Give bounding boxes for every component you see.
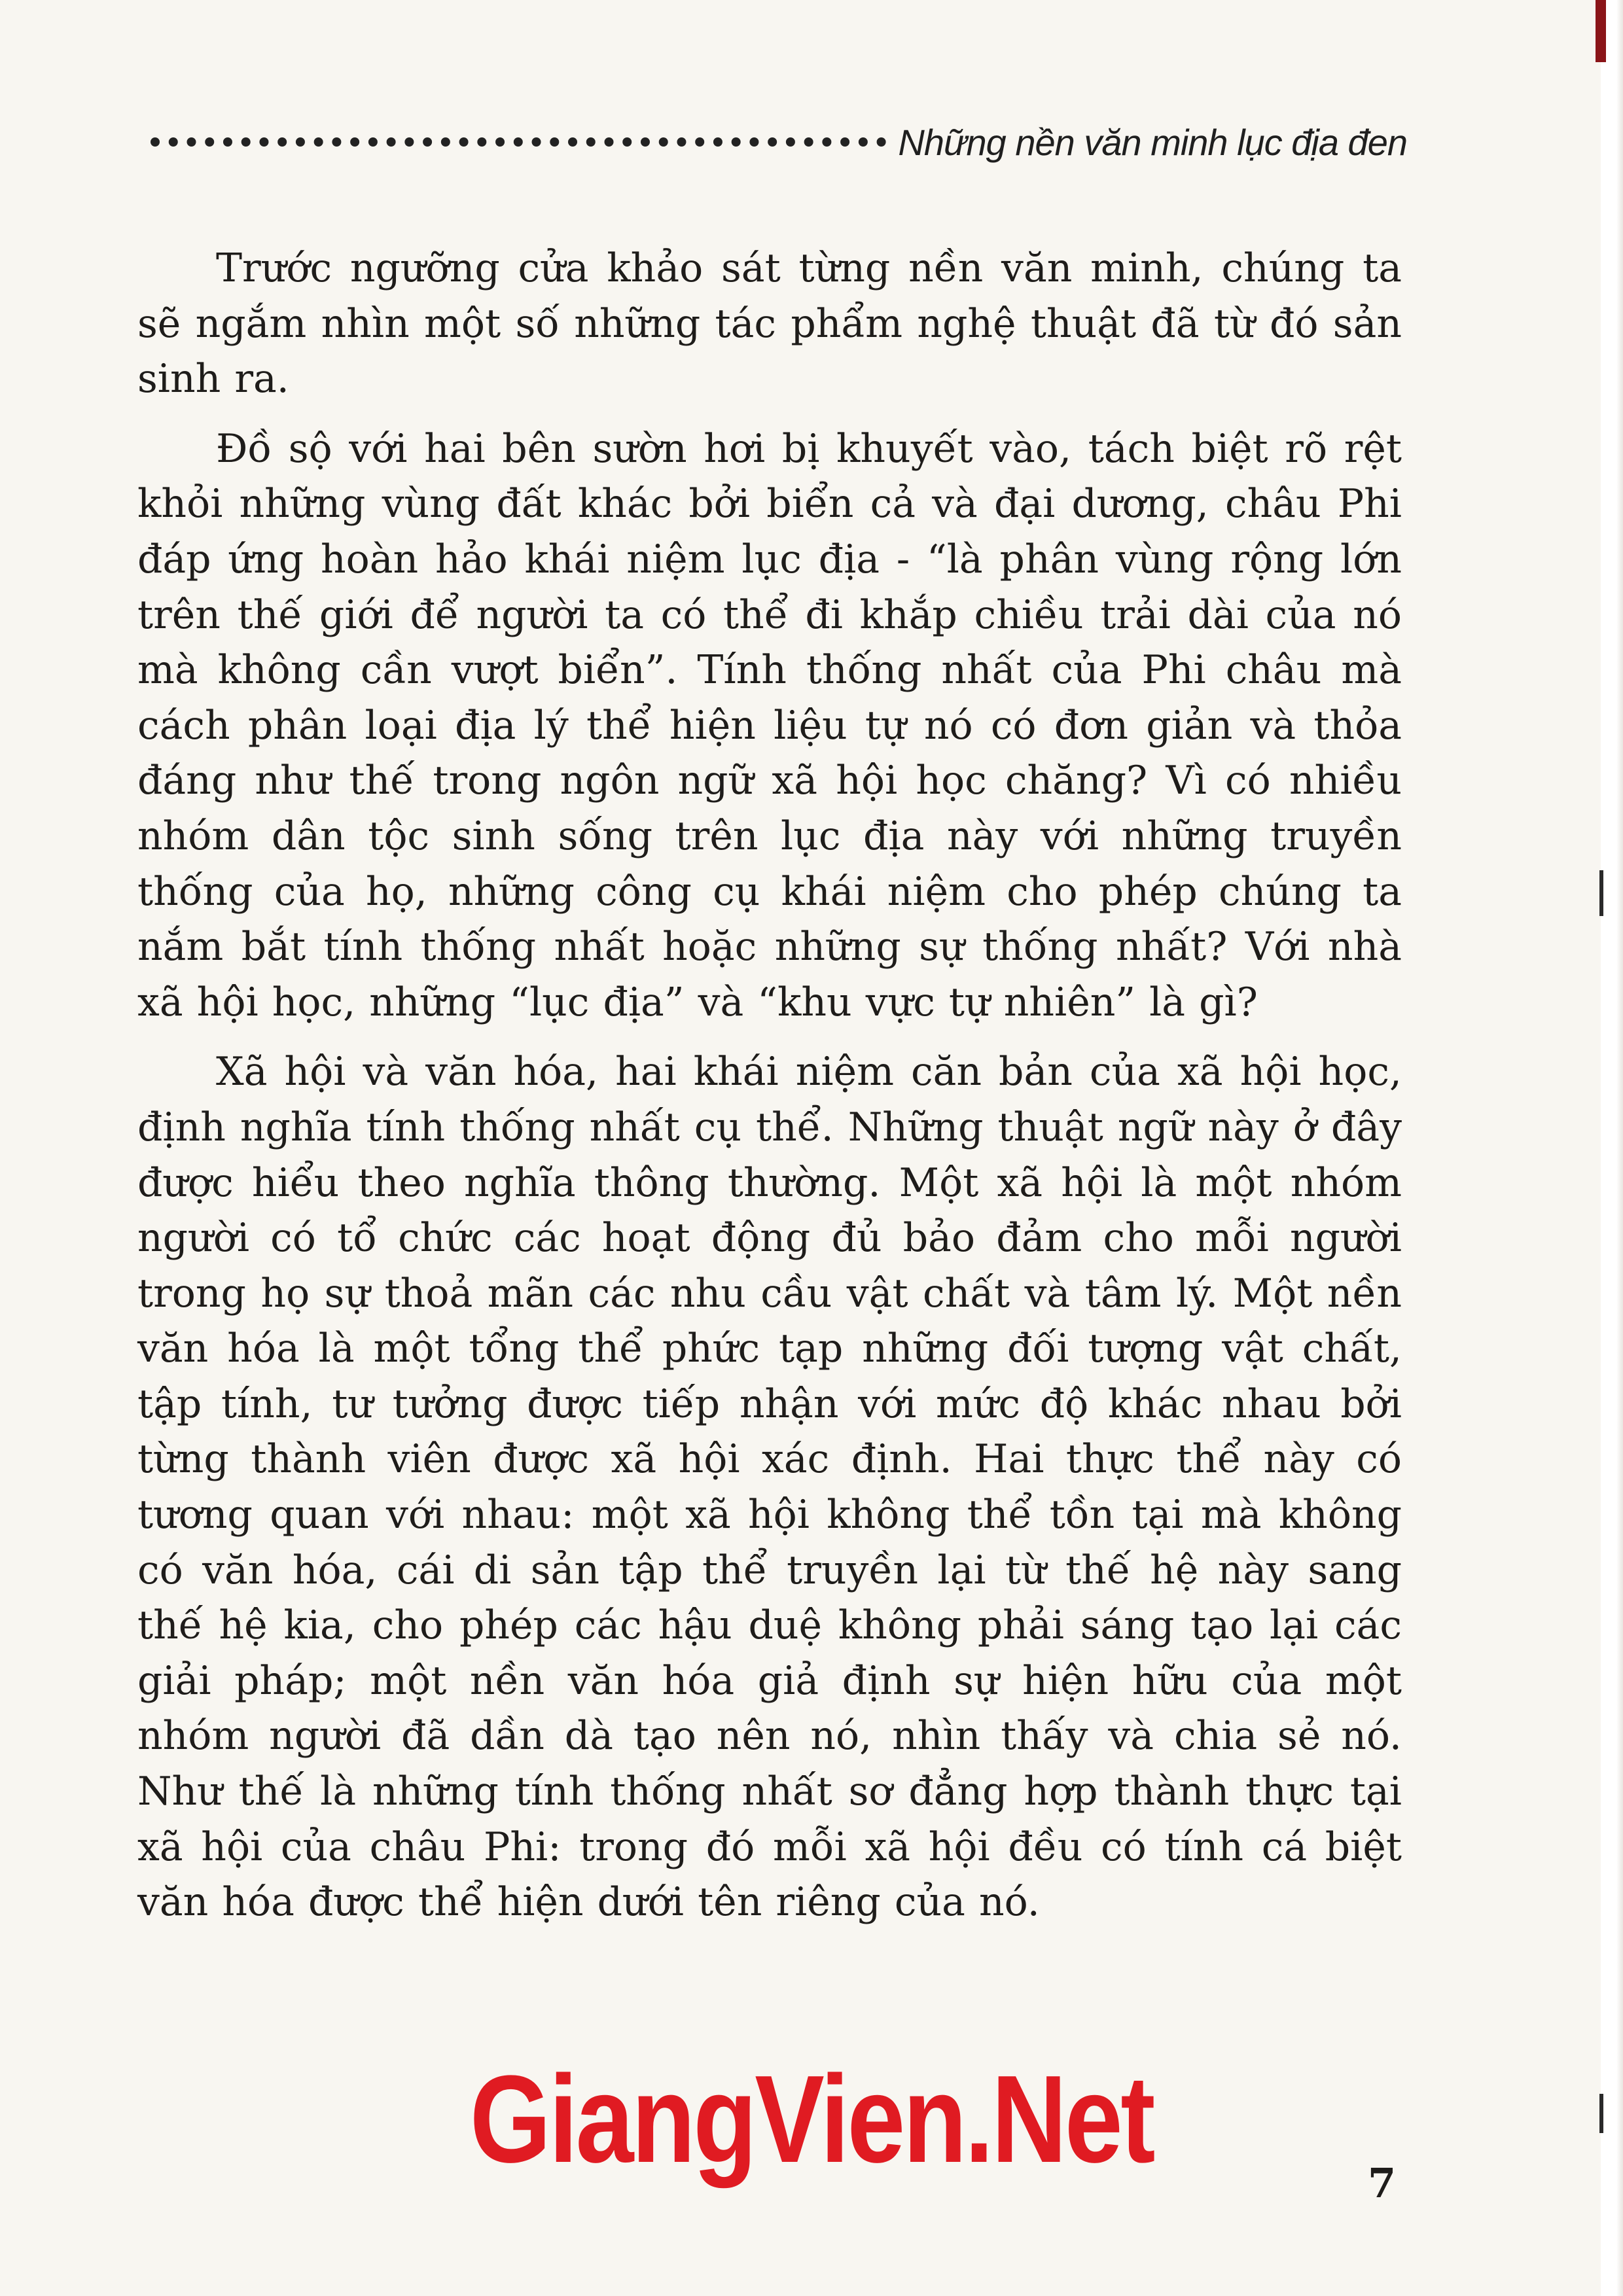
scan-edge [1601,0,1623,2296]
paragraph: Đồ sộ với hai bên sườn hơi bị khuyết vào, tách biệt rõ rệt khỏi những vùng đất khác bởi biển cả và đại dương, châu Phi đáp ứng hoàn hảo khái niệm lục địa - “là phân vùng rộng lớn trên thế giới để người ta có thể đi khắp chiều trải dài của nó mà không cần vượt biển”. Tính thống nhất của Phi châu mà cách phân loại địa lý thể hiện liệu tự nó có đơn giản và thỏa đáng như thế trong ngôn ngữ xã hội học chăng? Vì có nhiều nhóm dân tộc sinh sống trên lục địa này với những truyền thống của họ, những công cụ khái niệm cho phép chúng ta nắm bắt tính thống nhất hoặc những sự thống nhất? Với nhà xã hội học, những “lục địa” và “khu vực tự nhiên” là gì? [137,425,1402,1025]
running-header [151,105,1407,164]
running-title: Những nền văn minh lục địa đen [898,122,1407,163]
watermark-logo: GiangVien.Net [469,2050,1154,2189]
dotted-leader [151,137,886,147]
page-number: 7 [1368,2159,1397,2207]
paragraph: Xã hội và văn hóa, hai khái niệm căn bản của xã hội học, định nghĩa tính thống nhất cụ thể. Những thuật ngữ này ở đây được hiểu theo nghĩa thông thường. Một xã hội là một nhóm người có tổ chức các hoạt động đủ bảo đảm cho mỗi người trong họ sự thoả mãn các nhu cầu vật chất và tâm lý. Một nền văn hóa là một tổng thể phức tạp những đối tượng vật chất, tập tính, tư tưởng được tiếp nhận với mức độ khác nhau bởi từng thành viên được xã hội xác định. Hai thực thể này có tương quan với nhau: một xã hội không thể tồn tại mà không có văn hóa, cái di sản tập thể truyền lại từ thế hệ này sang thế hệ kia, cho phép các hậu duệ không phải sáng tạo lại các giải pháp; một nền văn hóa giả định sự hiện hữu của một nhóm người đã dần dà tạo nên nó, nhìn thấy và chia sẻ nó. Như thế là những tính thống nhất sơ đẳng hợp thành thực tại xã hội của châu Phi: trong đó mỗi xã hội đều có tính cá biệt văn hóa được thể hiện dưới tên riêng của nó. [137,1049,1402,1926]
paragraph: Trước ngưỡng cửa khảo sát từng nền văn minh, chúng ta sẽ ngắm nhìn một số những tác phẩm nghệ thuật đã từ đó sản sinh ra. [137,245,1402,402]
binding-red-mark [1596,0,1606,62]
edge-tick-mark [1599,870,1603,916]
page-body [137,241,1402,1945]
edge-tick-mark [1599,2094,1603,2133]
